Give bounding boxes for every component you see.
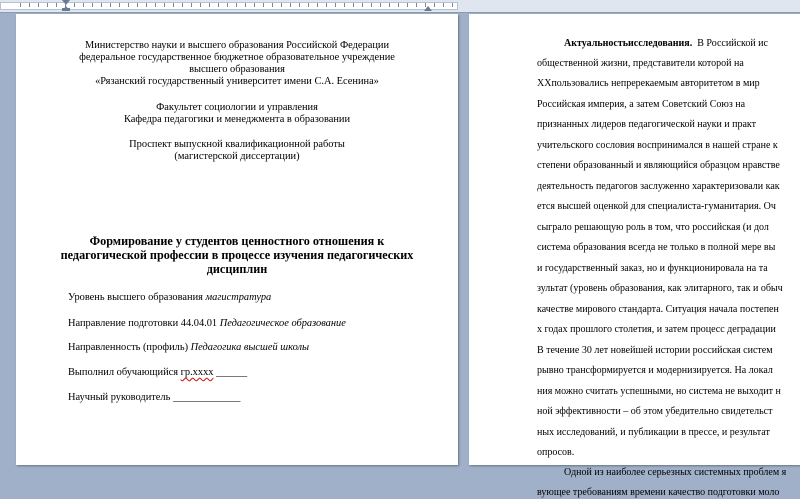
- body-line: Российская империя, а затем Советский Союз на: [537, 99, 746, 110]
- ruler-tick: [362, 3, 363, 7]
- direction-value: Педагогическое образование: [219, 318, 346, 329]
- thesis-title-line-1: Формирование у студентов ценностного отношения к: [89, 234, 385, 248]
- body-line: Одной из наиболее серьезных системных проблем я: [564, 467, 787, 478]
- body-line: ния можно считать успешными, но система не выходит н: [537, 386, 781, 397]
- ruler-tick: [308, 3, 309, 7]
- direction-field: [68, 318, 346, 330]
- supervisor-field: [68, 392, 240, 404]
- body-line: ной эффективности – об этом убедительно свидетельст: [537, 406, 773, 417]
- ruler-tick: [164, 3, 165, 7]
- body-line: рывно трансформируется и модернизируется. На локал: [537, 365, 773, 376]
- supervisor-label: Научный руководитель: [68, 392, 173, 403]
- body-line: XXпользовались непререкаемым авторитетом в мир: [537, 78, 760, 89]
- ruler-tick: [146, 3, 147, 7]
- ruler-tick: [56, 3, 57, 7]
- horizontal-ruler[interactable]: [0, 0, 800, 13]
- ruler-tick: [137, 3, 138, 7]
- ruler-tick: [218, 3, 219, 7]
- thesis-title-line-2: педагогической профессии в процессе изучения педагогических: [60, 248, 414, 262]
- education-level-field: [68, 292, 271, 304]
- ruler-tick: [119, 3, 120, 7]
- ruler-tick: [425, 3, 426, 7]
- second-page[interactable]: [469, 14, 800, 498]
- student-group: гр.хххх: [180, 367, 214, 378]
- body-line: вующее требованиям времени качество подготовки моло: [537, 487, 780, 498]
- body-line: Актуальностьисследования. В Российской ис: [564, 38, 768, 49]
- ruler-tick: [65, 3, 66, 7]
- ruler-tick: [407, 3, 408, 7]
- ruler-tick: [443, 3, 444, 7]
- ruler-tick: [380, 3, 381, 7]
- ruler-tick: [128, 3, 129, 7]
- ruler-tick: [20, 3, 21, 7]
- ruler-tick: [299, 3, 300, 7]
- ruler-tick: [335, 3, 336, 7]
- ruler-tick: [344, 3, 345, 7]
- ruler-tick: [272, 3, 273, 7]
- ruler-tick: [281, 3, 282, 7]
- first-line-indent-marker[interactable]: [62, 0, 70, 5]
- body-line: учительского сословия воспринимался в нашей стране к: [537, 140, 778, 151]
- direction-label: Направление подготовки 44.04.01: [68, 318, 220, 329]
- student-field: [68, 367, 247, 379]
- thesis-title-line-3: дисциплин: [206, 262, 268, 276]
- body-line: В течение 30 лет новейшей истории российская систем: [537, 345, 773, 356]
- body-line: и государственный заказ, но и функционировала на та: [537, 263, 768, 274]
- ruler-tick: [92, 3, 93, 7]
- ruler-tick: [227, 3, 228, 7]
- ruler-tick: [236, 3, 237, 7]
- education-level-line: высшего образования: [189, 64, 285, 75]
- ruler-tick: [389, 3, 390, 7]
- profile-value: Педагогика высшей школы: [190, 342, 310, 353]
- ruler-tick: [155, 3, 156, 7]
- ruler-tick: [371, 3, 372, 7]
- ruler-tick: [173, 3, 174, 7]
- ruler-tick: [254, 3, 255, 7]
- supervisor-blank: _____________: [172, 392, 241, 403]
- ruler-tick: [47, 3, 48, 7]
- ruler-tick: [416, 3, 417, 7]
- education-level-label: Уровень высшего образования: [68, 292, 206, 303]
- education-level-value: магистратура: [205, 292, 272, 303]
- faculty-name: Факультет социологии и управления: [156, 102, 318, 113]
- body-line: ется высшей оценкой для специалиста-гуманитария. Оч: [537, 201, 776, 212]
- ruler-tick: [209, 3, 210, 7]
- department-name: Кафедра педагогики и менеджмента в образовании: [123, 114, 351, 125]
- profile-field: [68, 342, 309, 354]
- body-line: ных исследований, и публикации в прессе, и результат: [537, 427, 770, 438]
- ruler-tick: [101, 3, 102, 7]
- ruler-tick: [317, 3, 318, 7]
- profile-label: Направленность (профиль): [68, 342, 191, 353]
- body-line: качестве мирового стандарта. Ситуация начала постепен: [537, 304, 779, 315]
- ruler-tick: [110, 3, 111, 7]
- document-subtype: (магистерской диссертации): [174, 151, 300, 162]
- relevance-heading: Актуальностьисследования.: [564, 38, 693, 49]
- title-page[interactable]: [16, 14, 458, 465]
- body-line: общественной жизни, представители которой на: [537, 58, 744, 69]
- ruler-tick: [290, 3, 291, 7]
- body-line: х годах прошлого столетия, и затем процесс деградации: [537, 324, 776, 335]
- ruler-tick: [74, 3, 75, 7]
- body-line: степени образованный и являющийся образцом нравстве: [537, 160, 780, 171]
- ruler-tick: [83, 3, 84, 7]
- ruler-tick: [245, 3, 246, 7]
- ruler-tick: [326, 3, 327, 7]
- ruler-tick: [434, 3, 435, 7]
- ruler-tick: [398, 3, 399, 7]
- university-name: «Рязанский государственный университет имени С.А. Есенина»: [95, 76, 379, 87]
- body-line: сыграло решающую роль в том, что российская (и дол: [537, 222, 769, 233]
- ruler-tick: [38, 3, 39, 7]
- body-line: опросов.: [537, 447, 575, 458]
- ruler-tick: [191, 3, 192, 7]
- body-line: система образования всегда не только в полной мере вы: [537, 242, 776, 253]
- student-blank: ______: [213, 367, 248, 378]
- institution-type-line: федеральное государственное бюджетное образовательное учреждение: [79, 52, 395, 63]
- ruler-tick: [263, 3, 264, 7]
- ruler-tick: [29, 3, 30, 7]
- body-line: признанных лидеров педагогической науки и практ: [537, 119, 757, 130]
- ruler-tick: [353, 3, 354, 7]
- ruler-tick: [452, 3, 453, 7]
- ministry-line: Министерство науки и высшего образования Российской Федерации: [84, 40, 390, 51]
- body-line: зультат (уровень образования, как элитарного, так и обыч: [537, 283, 783, 294]
- student-label: Выполнил обучающийся: [68, 367, 181, 378]
- document-type: Проспект выпускной квалификационной работы: [129, 139, 345, 150]
- body-line: деятельность педагогов заслуженно характеризовали как: [537, 181, 780, 192]
- ruler-tick: [182, 3, 183, 7]
- left-indent-marker[interactable]: [62, 8, 70, 11]
- ruler-tick: [200, 3, 201, 7]
